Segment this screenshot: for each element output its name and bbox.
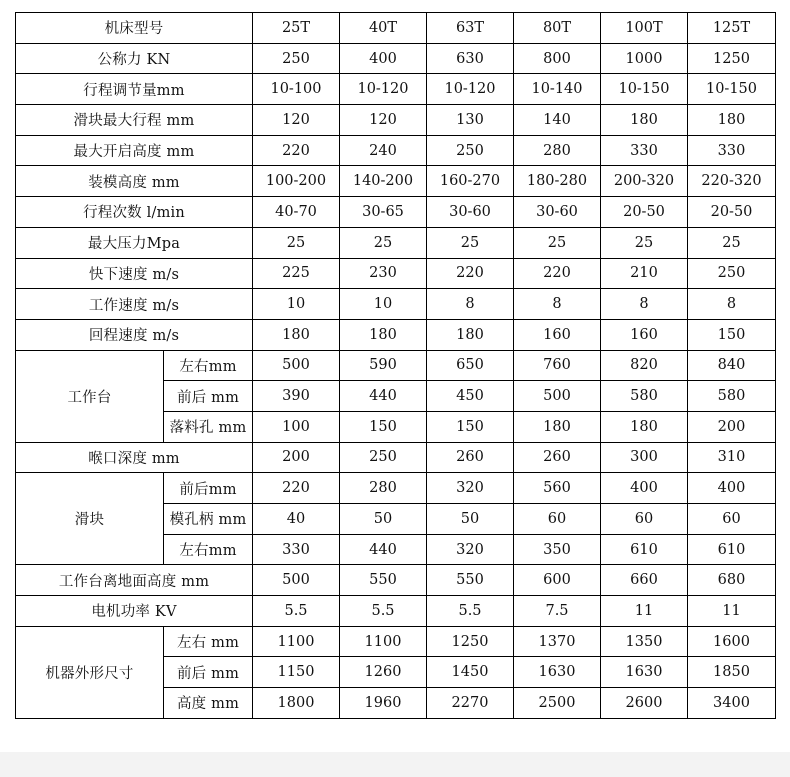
value-cell: 8: [688, 289, 776, 320]
value-cell: 120: [253, 105, 340, 136]
value-cell: 150: [340, 411, 427, 442]
value-cell: 225: [253, 258, 340, 289]
value-cell: 180: [253, 319, 340, 350]
spec-row: [16, 289, 776, 320]
value-cell: 10-100: [253, 74, 340, 105]
value-cell: 160-270: [427, 166, 514, 197]
value-cell: 440: [340, 381, 427, 412]
row-label: 行程次数 l/min: [16, 197, 253, 228]
value-cell: 11: [688, 596, 776, 627]
value-cell: 310: [688, 442, 776, 473]
row-label: 工作台离地面高度 mm: [16, 565, 253, 596]
value-cell: 30-65: [340, 197, 427, 228]
slider-group-row: [16, 473, 776, 504]
value-cell: 600: [514, 565, 601, 596]
value-cell: 590: [340, 350, 427, 381]
value-cell: 200: [688, 411, 776, 442]
spec-row: [16, 197, 776, 228]
value-cell: 680: [688, 565, 776, 596]
spec-table: [15, 12, 776, 719]
value-cell: 11: [601, 596, 688, 627]
header-row: [16, 13, 776, 44]
value-cell: 25: [514, 227, 601, 258]
spec-row: [16, 166, 776, 197]
value-cell: 220: [427, 258, 514, 289]
value-cell: 330: [253, 534, 340, 565]
worktable-group-label: 工作台: [16, 350, 164, 442]
value-cell: 300: [601, 442, 688, 473]
value-cell: 840: [688, 350, 776, 381]
value-cell: 220: [253, 135, 340, 166]
value-cell: 10: [253, 289, 340, 320]
value-cell: 650: [427, 350, 514, 381]
row-label: 滑块最大行程 mm: [16, 105, 253, 136]
value-cell: 230: [340, 258, 427, 289]
value-cell: 1850: [688, 657, 776, 688]
value-cell: 25: [688, 227, 776, 258]
sub-label: 前后 mm: [164, 381, 253, 412]
value-cell: 5.5: [340, 596, 427, 627]
value-cell: 140-200: [340, 166, 427, 197]
value-cell: 450: [427, 381, 514, 412]
value-cell: 30-60: [514, 197, 601, 228]
value-cell: 390: [253, 381, 340, 412]
value-cell: 580: [688, 381, 776, 412]
value-cell: 660: [601, 565, 688, 596]
throat-depth-row: [16, 442, 776, 473]
value-cell: 1800: [253, 688, 340, 719]
spec-table-body: [16, 13, 776, 719]
sub-label: 左右mm: [164, 534, 253, 565]
value-cell: 610: [601, 534, 688, 565]
value-cell: 180: [601, 105, 688, 136]
value-cell: 1100: [340, 626, 427, 657]
row-label: 快下速度 m/s: [16, 258, 253, 289]
row-label: 工作速度 m/s: [16, 289, 253, 320]
value-cell: 630: [427, 43, 514, 74]
value-cell: 610: [688, 534, 776, 565]
value-cell: 8: [601, 289, 688, 320]
value-cell: 100-200: [253, 166, 340, 197]
value-cell: 140: [514, 105, 601, 136]
row-label: 最大压力Mpa: [16, 227, 253, 258]
value-cell: 60: [514, 504, 601, 535]
value-cell: 330: [688, 135, 776, 166]
value-cell: 130: [427, 105, 514, 136]
value-cell: 320: [427, 473, 514, 504]
value-cell: 10-120: [427, 74, 514, 105]
dimensions-group-row: [16, 626, 776, 657]
value-cell: 280: [514, 135, 601, 166]
value-cell: 160: [514, 319, 601, 350]
value-cell: 1600: [688, 626, 776, 657]
value-cell: 500: [514, 381, 601, 412]
value-cell: 10-150: [688, 74, 776, 105]
value-cell: 250: [688, 258, 776, 289]
value-cell: 500: [253, 350, 340, 381]
sub-label: 左右mm: [164, 350, 253, 381]
value-cell: 25: [427, 227, 514, 258]
value-cell: 20-50: [601, 197, 688, 228]
sub-label: 落料孔 mm: [164, 411, 253, 442]
value-cell: 330: [601, 135, 688, 166]
row-label: 回程速度 m/s: [16, 319, 253, 350]
value-cell: 1250: [427, 626, 514, 657]
value-cell: 160: [601, 319, 688, 350]
value-cell: 2500: [514, 688, 601, 719]
value-cell: 60: [688, 504, 776, 535]
sub-label: 前后 mm: [164, 657, 253, 688]
value-cell: 5.5: [253, 596, 340, 627]
value-cell: 10-140: [514, 74, 601, 105]
value-cell: 50: [427, 504, 514, 535]
model-header-cell: 100T: [601, 13, 688, 44]
sub-label: 左右 mm: [164, 626, 253, 657]
value-cell: 250: [427, 135, 514, 166]
spec-row: [16, 227, 776, 258]
value-cell: 7.5: [514, 596, 601, 627]
spec-row: [16, 43, 776, 74]
value-cell: 2270: [427, 688, 514, 719]
row-label: 喉口深度 mm: [16, 442, 253, 473]
value-cell: 400: [340, 43, 427, 74]
sub-label: 高度 mm: [164, 688, 253, 719]
value-cell: 560: [514, 473, 601, 504]
value-cell: 180: [514, 411, 601, 442]
value-cell: 350: [514, 534, 601, 565]
value-cell: 210: [601, 258, 688, 289]
value-cell: 500: [253, 565, 340, 596]
sub-label: 前后mm: [164, 473, 253, 504]
value-cell: 60: [601, 504, 688, 535]
value-cell: 320: [427, 534, 514, 565]
value-cell: 820: [601, 350, 688, 381]
value-cell: 1100: [253, 626, 340, 657]
value-cell: 5.5: [427, 596, 514, 627]
value-cell: 1000: [601, 43, 688, 74]
value-cell: 250: [340, 442, 427, 473]
slider-group-label: 滑块: [16, 473, 164, 565]
value-cell: 800: [514, 43, 601, 74]
value-cell: 30-60: [427, 197, 514, 228]
value-cell: 180: [601, 411, 688, 442]
table-height-row: [16, 565, 776, 596]
value-cell: 200: [253, 442, 340, 473]
value-cell: 150: [688, 319, 776, 350]
value-cell: 2600: [601, 688, 688, 719]
model-header-cell: 125T: [688, 13, 776, 44]
value-cell: 25: [340, 227, 427, 258]
page-bottom-band: [0, 752, 790, 777]
value-cell: 260: [514, 442, 601, 473]
spec-row: [16, 258, 776, 289]
motor-power-row: [16, 596, 776, 627]
value-cell: 150: [427, 411, 514, 442]
value-cell: 1450: [427, 657, 514, 688]
model-header-cell: 80T: [514, 13, 601, 44]
value-cell: 10: [340, 289, 427, 320]
value-cell: 40: [253, 504, 340, 535]
value-cell: 8: [514, 289, 601, 320]
value-cell: 180: [688, 105, 776, 136]
value-cell: 220: [253, 473, 340, 504]
value-cell: 120: [340, 105, 427, 136]
value-cell: 180: [427, 319, 514, 350]
value-cell: 180: [340, 319, 427, 350]
value-cell: 400: [601, 473, 688, 504]
value-cell: 1630: [601, 657, 688, 688]
value-cell: 10-120: [340, 74, 427, 105]
row-label: 公称力 KN: [16, 43, 253, 74]
value-cell: 280: [340, 473, 427, 504]
model-header-cell: 25T: [253, 13, 340, 44]
spec-row: [16, 135, 776, 166]
model-header-label: 机床型号: [16, 13, 253, 44]
worktable-group-row: [16, 350, 776, 381]
row-label: 电机功率 KV: [16, 596, 253, 627]
spec-row: [16, 319, 776, 350]
value-cell: 1150: [253, 657, 340, 688]
model-header-cell: 40T: [340, 13, 427, 44]
spec-row: [16, 74, 776, 105]
value-cell: 240: [340, 135, 427, 166]
value-cell: 760: [514, 350, 601, 381]
value-cell: 1960: [340, 688, 427, 719]
dimensions-group-label: 机器外形尺寸: [16, 626, 164, 718]
row-label: 最大开启高度 mm: [16, 135, 253, 166]
spec-row: [16, 105, 776, 136]
value-cell: 260: [427, 442, 514, 473]
value-cell: 1630: [514, 657, 601, 688]
value-cell: 250: [253, 43, 340, 74]
value-cell: 200-320: [601, 166, 688, 197]
row-label: 行程调节量mm: [16, 74, 253, 105]
value-cell: 40-70: [253, 197, 340, 228]
value-cell: 100: [253, 411, 340, 442]
value-cell: 10-150: [601, 74, 688, 105]
sub-label: 模孔柄 mm: [164, 504, 253, 535]
value-cell: 25: [253, 227, 340, 258]
row-label: 装模高度 mm: [16, 166, 253, 197]
value-cell: 550: [340, 565, 427, 596]
value-cell: 20-50: [688, 197, 776, 228]
value-cell: 580: [601, 381, 688, 412]
model-header-cell: 63T: [427, 13, 514, 44]
value-cell: 440: [340, 534, 427, 565]
value-cell: 1370: [514, 626, 601, 657]
value-cell: 1350: [601, 626, 688, 657]
value-cell: 1260: [340, 657, 427, 688]
value-cell: 1250: [688, 43, 776, 74]
value-cell: 550: [427, 565, 514, 596]
value-cell: 220: [514, 258, 601, 289]
value-cell: 220-320: [688, 166, 776, 197]
value-cell: 8: [427, 289, 514, 320]
value-cell: 50: [340, 504, 427, 535]
value-cell: 25: [601, 227, 688, 258]
value-cell: 400: [688, 473, 776, 504]
value-cell: 3400: [688, 688, 776, 719]
value-cell: 180-280: [514, 166, 601, 197]
